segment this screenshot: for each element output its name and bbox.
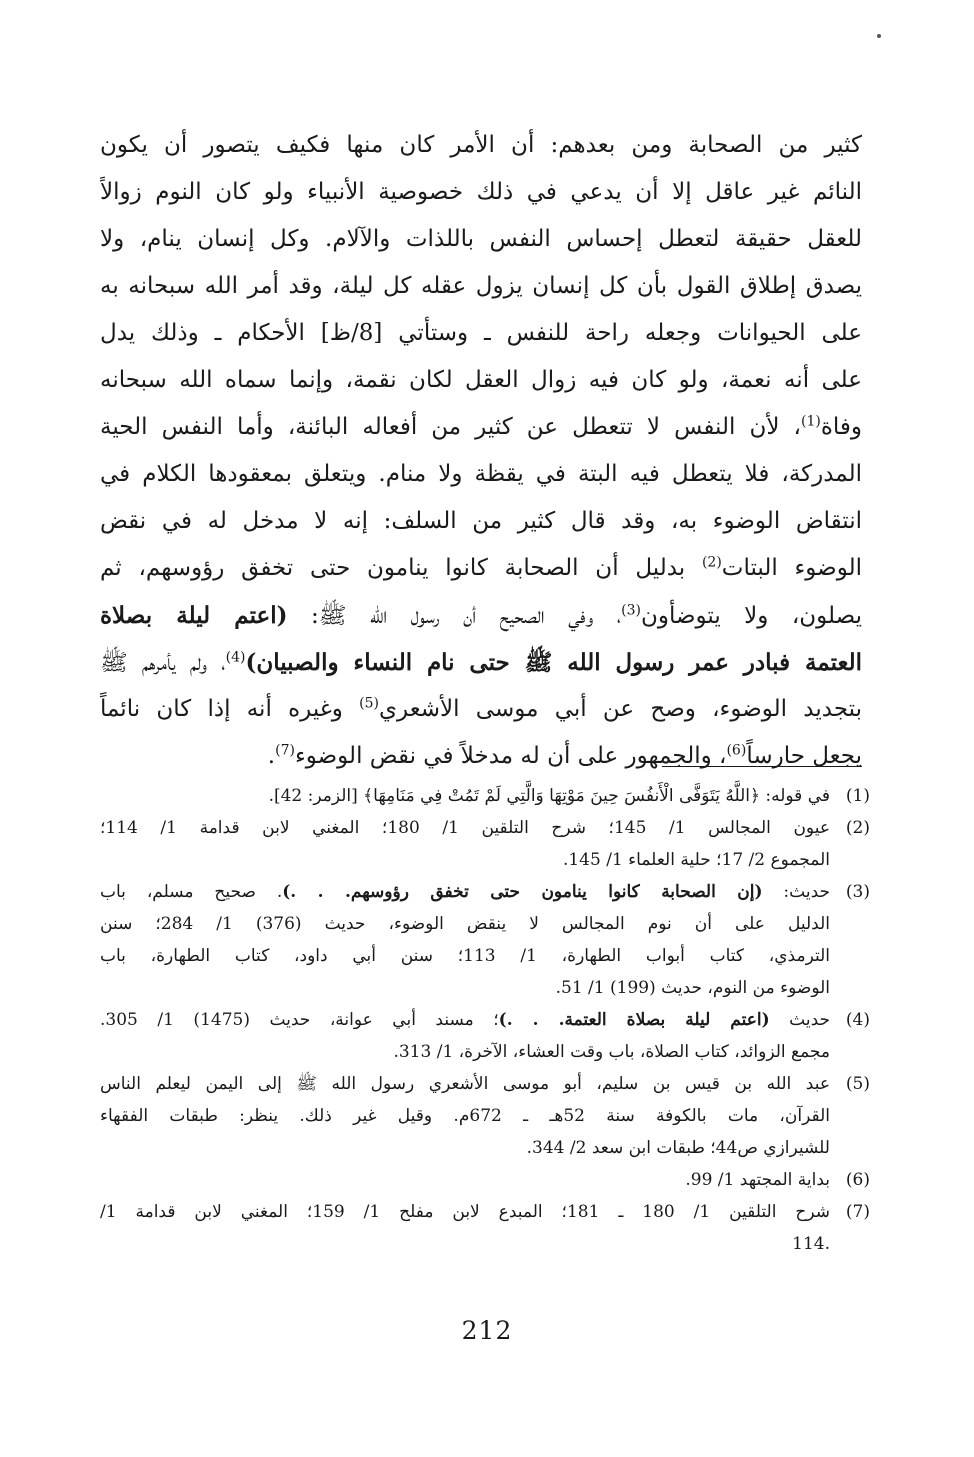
footnote-ref[interactable]: (7) xyxy=(275,742,295,759)
text-line: العتمة فبادر عمر رسول الله ﷺ حتى نام النساء والصبيان)$^{(4)}$، ولم يأمرهم ﷺ xyxy=(100,649,862,676)
footnote xyxy=(100,876,870,1004)
text-line: المدركة، فلا يتعطل فيه البتة في يقظة ولا منام. ويتعلق بمعقودها الكلام في xyxy=(100,461,862,487)
footnote-line: في قوله: ﴿اللَّهُ يَتَوَفَّى الْأَنفُسَ حِينَ مَوْتِهَا وَالَّتِي لَمْ تَمُتْ فِي مَنَامِهَا﴾ [الزمر: 42]. xyxy=(268,786,830,806)
footnote-ref[interactable]: (1) xyxy=(800,413,821,430)
footnote-line: مجمع الزوائد، كتاب الصلاة، باب وقت العشاء، الآخرة، 1/ 313. xyxy=(393,1042,830,1062)
footnote-line: عيون المجالس 1/ 145؛ شرح التلقين 1/ 180؛ المغني لابن قدامة 1/ 114؛ xyxy=(100,818,830,838)
text-line: يصلون، ولا يتوضأون$^{(3)}$، وفي الصحيح أن رسول الله ﷺ: (اعتم ليلة بصلاة xyxy=(100,602,862,629)
page-number: 212 xyxy=(461,1316,513,1345)
footnote-number: (7) xyxy=(845,1202,870,1222)
footnote-line: عبد الله بن قيس بن سليم، أبو موسى الأشعري رسول الله ﷺ إلى اليمن ليعلم الناس xyxy=(100,1074,830,1094)
footnote-ref[interactable]: (4) xyxy=(225,649,246,666)
hadith-quote: العتمة فبادر عمر رسول الله ﷺ حتى نام النساء والصبيان) xyxy=(245,649,862,676)
text-line: يجعل حارساً$^{(6)}$، والجمهور على أن له مدخلاً في نقض الوضوء$^{(7)}$. xyxy=(267,742,862,769)
footnote-number: (1) xyxy=(845,786,870,806)
footnote xyxy=(100,1196,870,1260)
text-line: كثير من الصحابة ومن بعدهم: أن الأمر كان منها فكيف يتصور أن يكون xyxy=(100,132,862,158)
footnote xyxy=(100,780,870,812)
text-line: الوضوء البتات$^{(2)}$ بدليل أن الصحابة كانوا ينامون حتى تخفق رؤوسهم، ثم xyxy=(100,554,862,581)
footnote-line: المجموع 2/ 17؛ حلية العلماء 1/ 145. xyxy=(562,850,830,870)
text-line: للعقل حقيقة لتعطل إحساس النفس باللذات والآلام. وكل إنسان ينام، ولا xyxy=(100,226,862,252)
footnote-line: بداية المجتهد 1/ 99. xyxy=(685,1170,830,1190)
footnote-line: حديث: (إن الصحابة كانوا ينامون حتى تخفق رؤوسهم. . .). صحيح مسلم، باب xyxy=(100,882,830,902)
text-line: وفاة$^{(1)}$، لأن النفس لا تتعطل عن كثير من أفعاله البائنة، وأما النفس الحية xyxy=(100,413,862,440)
footnote-number: (2) xyxy=(845,818,870,838)
footnote-number: (3) xyxy=(845,882,870,902)
footnote-line: الوضوء من النوم، حديث (199) 1/ 51. xyxy=(555,978,830,998)
footnote-line: الترمذي، كتاب أبواب الطهارة، 1/ 113؛ سنن أبي داود، كتاب الطهارة، باب xyxy=(100,946,830,966)
footnote-ref[interactable]: (6) xyxy=(726,742,747,759)
text-line: على الحيوانات وجعله راحة للنفس ـ وستأتي [8/ظ] الأحكام ـ وذلك يدل xyxy=(100,320,862,346)
scan-speck xyxy=(877,34,881,38)
footnote-line: .114 xyxy=(792,1234,830,1254)
footnote xyxy=(100,812,870,876)
footnote-ref[interactable]: (3) xyxy=(621,602,641,619)
footnote-ref[interactable]: (5) xyxy=(359,695,379,712)
footnote xyxy=(100,1004,870,1068)
text-line: بتجديد الوضوء، وصح عن أبي موسى الأشعري$^{(5)}$ وغيره أنه إذا كان نائماً xyxy=(100,695,862,722)
footnote-line: للشيرازي ص44؛ طبقات ابن سعد 2/ 344. xyxy=(526,1138,830,1158)
footnote-separator xyxy=(662,766,862,767)
text-line: انتقاض الوضوء به، وقد قال كثير من السلف: إنه لا مدخل له في نقض xyxy=(100,508,862,534)
footnote xyxy=(100,1068,870,1164)
footnote-line: الدليل على أن نوم المجالس لا ينقض الوضوء، حديث (376) 1/ 284؛ سنن xyxy=(100,914,830,934)
footnote-line: شرح التلقين 1/ 180 ـ 181؛ المبدع لابن مفلح 1/ 159؛ المغني لابن قدامة 1/ xyxy=(100,1202,830,1222)
text-line: يصدق إطلاق القول بأن كل إنسان يزول عقله كل ليلة، وقد أمر الله سبحانه به xyxy=(100,273,862,299)
hadith-title: (إن الصحابة كانوا ينامون حتى تخفق رؤوسهم. . .) xyxy=(282,882,763,902)
footnote-number: (5) xyxy=(845,1074,870,1094)
footnote-line: حديث (اعتم ليلة بصلاة العتمة. . .)؛ مسند أبي عوانة، حديث (1475) 1/ 305. xyxy=(100,1010,830,1030)
footnote-line: القرآن، مات بالكوفة سنة 52هـ ـ 672م. وقيل غير ذلك. ينظر: طبقات الفقهاء xyxy=(100,1106,830,1126)
footnote-number: (4) xyxy=(845,1010,870,1030)
hadith-title: (اعتم ليلة بصلاة العتمة. . .) xyxy=(498,1010,770,1030)
footnotes-block xyxy=(100,780,870,1260)
text-line: النائم غير عاقل إلا أن يدعي في ذلك خصوصية الأنبياء ولو كان النوم زوالاً xyxy=(100,179,862,205)
footnote-ref[interactable]: (2) xyxy=(701,554,722,571)
footnote-number: (6) xyxy=(845,1170,870,1190)
footnote xyxy=(100,1164,870,1196)
hadith-quote: (اعتم ليلة بصلاة xyxy=(100,602,288,629)
main-text-block xyxy=(100,122,862,780)
text-line: على أنه نعمة، ولو كان فيه زوال العقل لكان نقمة، وإنما سماه الله سبحانه xyxy=(100,367,862,393)
